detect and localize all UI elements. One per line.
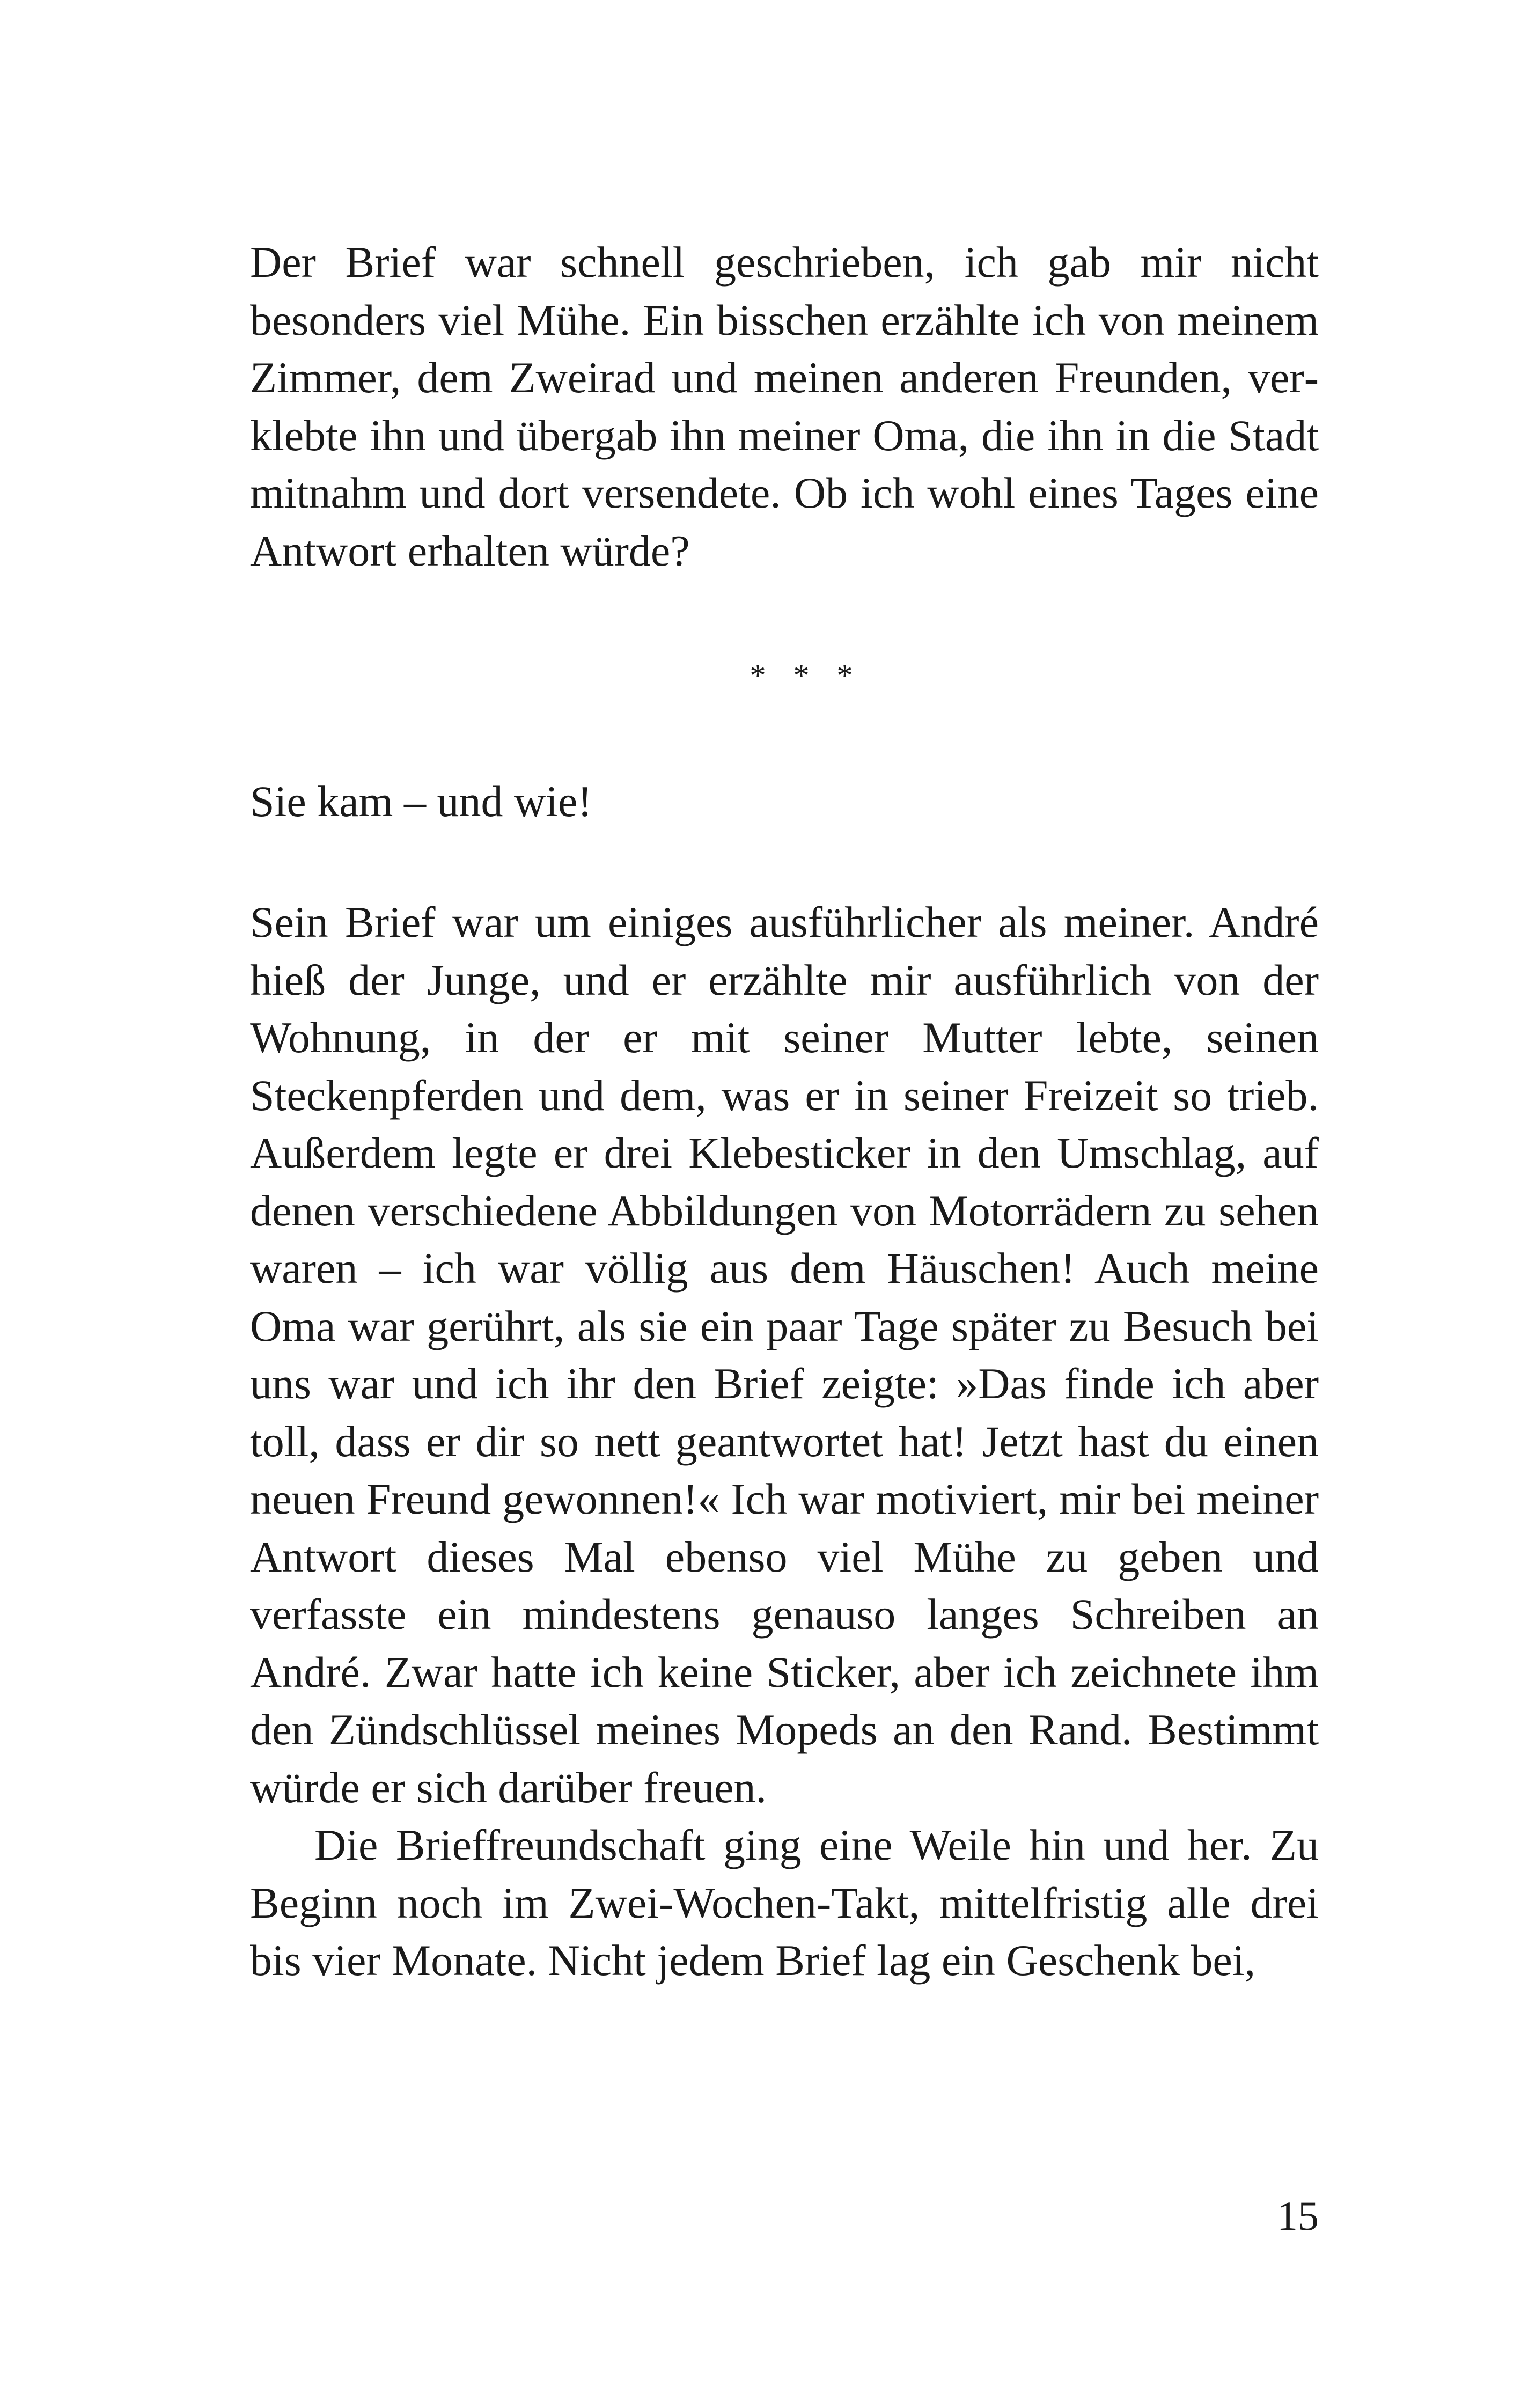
paragraph-andre-letter — [250, 893, 1319, 1989]
paragraph-reply-came — [250, 773, 1319, 831]
paragraph-letter-written — [250, 233, 1319, 579]
paragraph-text: Sein Brief war um einiges ausführlicher als meiner. André hieß der Junge, und er erzählte mir ausführlich von der Wohnung, in der er mit seiner Mutter lebte, seinen Steckenpferden und dem, was er in seiner Freizeit so trieb. Außerdem legte er drei Klebesticker in den Umschlag, auf denen verschiedene Abbildungen von Motorrädern zu sehen waren – ich war völlig aus dem Häuschen! Auch meine Oma war gerührt, als sie ein paar Tage später zu Besuch bei uns war und ich ihr den Brief zeigte: »Das finde ich aber toll, dass er dir so nett geantwortet hat! Jetzt hast du einen neuen Freund gewonnen!« Ich war motiviert, mir bei meiner Antwort dieses Mal ebenso viel Mühe zu geben und verfasste ein mindestens genauso langes Schreiben an André. Zwar hatte ich keine Sticker, aber ich zeichnete ihm den Zündschlüssel meines Mopeds an den Rand. Bestimmt würde er sich darüber freuen. — [250, 898, 1319, 1812]
paragraph-text: Sie kam – und wie! — [250, 777, 592, 826]
page-number: 15 — [1277, 2192, 1319, 2239]
paragraph-text: Der Brief war schnell geschrieben, ich gab mir nicht besonders viel Mühe. Ein bisschen erzählte ich von meinem Zimmer, dem Zweirad und meinen anderen Freunden, verklebte ihn und übergab ihn meiner Oma, die ihn in die Stadt mitnahm und dort versendete. Ob ich wohl eines Tages eine Antwort erhalten würde? — [250, 238, 1319, 575]
section-break: * * * — [750, 658, 863, 693]
paragraph-penfriendship: Die Brieffreundschaft ging eine Weile hin und her. Zu Beginn noch im Zwei-Wochen-Takt, mittelfristig alle drei bis vier Monate. Nicht jedem Brief lag ein Geschenk bei, — [250, 1820, 1319, 1985]
